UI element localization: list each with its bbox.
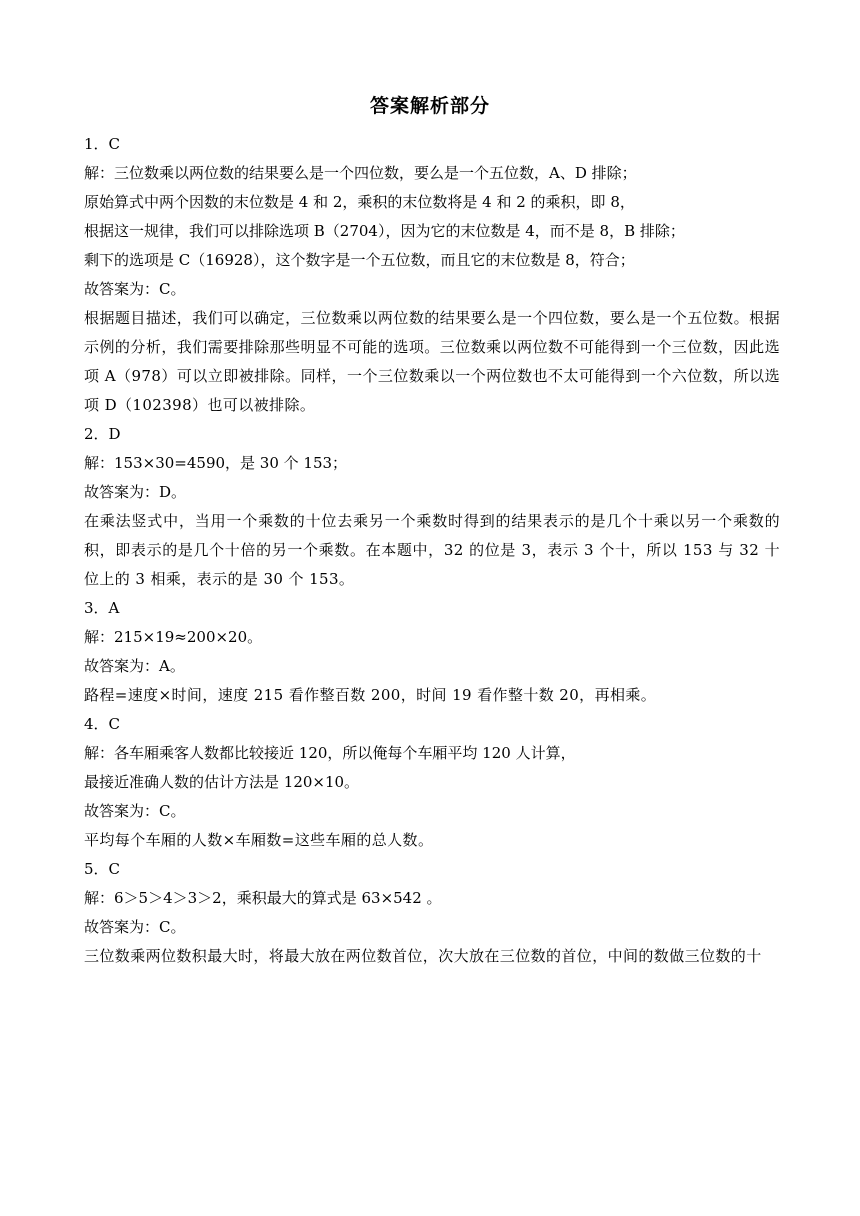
answer-statement: 故答案为：C。 xyxy=(84,280,186,298)
answer-number: 4．C xyxy=(84,715,121,733)
answer-item-1 xyxy=(84,130,780,420)
solution-line: 解：215×19≈200×20。 xyxy=(84,628,263,646)
solution-line: 原始算式中两个因数的末位数是 4 和 2，乘积的末位数将是 4 和 2 的乘积，即 8， xyxy=(84,193,635,211)
analysis-paragraph: 在乘法竖式中，当用一个乘数的十位去乘另一个乘数时得到的结果表示的是几个十乘以另一个乘数的积，即表示的是几个十倍的另一个乘数。在本题中，32 的位是 3，表示 3 个十，所以 153 与 32 十位上的 3 相乘，表示的是 30 个 153。 xyxy=(84,512,780,588)
solution-line: 解：三位数乘以两位数的结果要么是一个四位数，要么是一个五位数，A、D 排除； xyxy=(84,164,637,182)
answer-list xyxy=(84,130,780,971)
solution-line: 根据这一规律，我们可以排除选项 B（2704），因为它的末位数是 4，而不是 8，B 排除； xyxy=(84,222,685,240)
solution-line: 解：6＞5＞4＞3＞2，乘积最大的算式是 63×542 。 xyxy=(84,889,442,907)
solution-line: 解：各车厢乘客人数都比较接近 120，所以俺每个车厢平均 120 人计算， xyxy=(84,744,576,762)
answer-number: 3．A xyxy=(84,599,120,617)
answer-statement: 故答案为：C。 xyxy=(84,802,186,820)
answer-item-2 xyxy=(84,420,780,594)
answer-number: 1．C xyxy=(84,135,121,153)
answer-statement: 故答案为：D。 xyxy=(84,483,187,501)
solution-line: 剩下的选项是 C（16928），这个数字是一个五位数，而且它的末位数是 8，符合； xyxy=(84,251,635,269)
analysis-paragraph: 平均每个车厢的人数×车厢数=这些车厢的总人数。 xyxy=(84,831,434,849)
page-title: 答案解析部分 xyxy=(369,95,490,117)
answer-number: 5．C xyxy=(84,860,121,878)
analysis-paragraph: 根据题目描述，我们可以确定，三位数乘以两位数的结果要么是一个四位数，要么是一个五位数。根据示例的分析，我们需要排除那些明显不可能的选项。三位数乘以两位数不可能得到一个三位数，因此选项 A（978）可以立即被排除。同样，一个三位数乘以一个两位数也不太可能得到一个六位数，所以选项 D（102398）也可以被排除。 xyxy=(84,309,780,414)
answer-item-3 xyxy=(84,594,780,710)
answer-statement: 故答案为：A。 xyxy=(84,657,185,675)
solution-line: 解：153×30=4590，是 30 个 153； xyxy=(84,454,348,472)
answer-statement: 故答案为：C。 xyxy=(84,918,186,936)
analysis-paragraph: 三位数乘两位数积最大时，将最大放在两位数首位，次大放在三位数的首位，中间的数做三位数的十 xyxy=(84,947,762,965)
analysis-paragraph: 路程=速度×时间，速度 215 看作整百数 200，时间 19 看作整十数 20，再相乘。 xyxy=(84,686,657,704)
answer-item-5 xyxy=(84,855,780,971)
answer-item-4 xyxy=(84,710,780,855)
answer-number: 2．D xyxy=(84,425,121,443)
solution-line: 最接近准确人数的估计方法是 120×10。 xyxy=(84,773,360,791)
